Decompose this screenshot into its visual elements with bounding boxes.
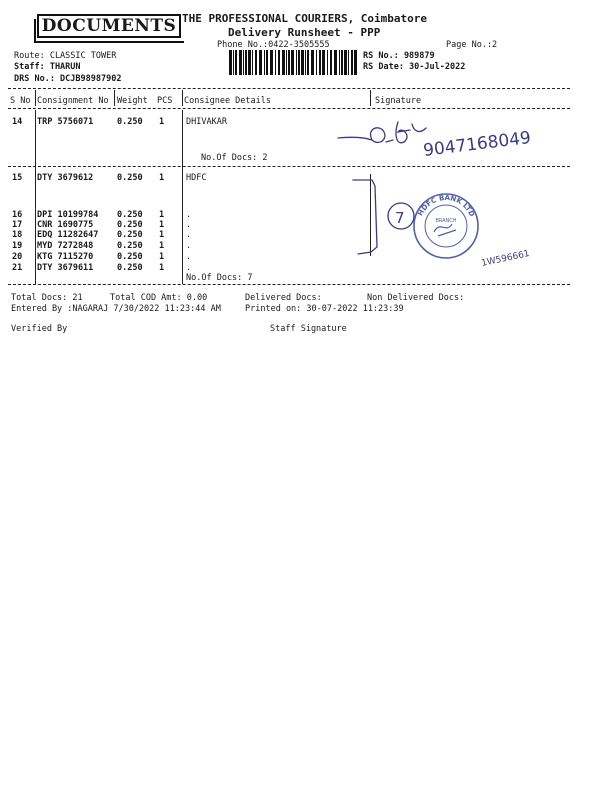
weight: 0.250: [117, 230, 143, 240]
weight: 0.250: [117, 117, 143, 127]
consignment-no: TRP 5756071: [37, 117, 94, 127]
pcs: 1: [159, 252, 165, 262]
weight: 0.250: [117, 220, 143, 230]
consignment-no: DTY 3679611: [37, 263, 94, 273]
col-header-weight: Weight: [117, 96, 148, 106]
phone-number: Phone No.:0422-3505555: [217, 40, 330, 50]
consignee: .: [186, 220, 192, 230]
consignee: .: [186, 210, 192, 220]
sno: 17: [12, 220, 23, 230]
staff-signature: Staff Signature: [270, 324, 347, 334]
consignment-no: DTY 3679612: [37, 173, 94, 183]
runsheet-title: Delivery Runsheet - PPP: [228, 26, 381, 39]
consignee: HDFC: [186, 173, 207, 183]
col-header-details: Consignee Details: [184, 96, 271, 106]
barcode: [229, 50, 357, 75]
table-bottom-rule: [8, 284, 570, 285]
svg-text:HDFC BANK LTD: HDFC BANK LTD: [416, 193, 476, 219]
sno: 19: [12, 241, 23, 251]
consignment-no: KTG 7115270: [37, 252, 94, 262]
weight: 0.250: [117, 210, 143, 220]
verified-by: Verified By: [11, 324, 68, 334]
pcs: 1: [159, 173, 165, 183]
col-header-sno: S No: [10, 96, 31, 106]
col-divider: [114, 90, 115, 106]
group-divider-rule: [8, 166, 570, 167]
weight: 0.250: [117, 252, 143, 262]
rs-date: RS Date: 30-Jul-2022: [363, 62, 466, 72]
bracket-stroke: [353, 180, 377, 254]
page-number: Page No.:2: [446, 40, 498, 50]
consignee: DHIVAKAR: [186, 117, 227, 127]
weight: 0.250: [117, 263, 143, 273]
circle-stroke: [388, 203, 414, 229]
delivered-docs: Delivered Docs:: [245, 293, 322, 303]
hdfc-bank-stamp: [414, 194, 478, 258]
handwritten-ref: 1W596661: [480, 248, 531, 269]
route: Route: CLASSIC TOWER: [14, 51, 117, 61]
sno: 16: [12, 210, 23, 220]
consignee: .: [186, 230, 192, 240]
sno: 15: [12, 173, 23, 183]
pcs: 1: [159, 210, 165, 220]
total-docs: Total Docs: 21: [11, 293, 83, 303]
col-divider: [182, 90, 183, 106]
table-top-rule: [8, 88, 570, 89]
rs-number: RS No.: 989879: [363, 51, 435, 61]
weight: 0.250: [117, 173, 143, 183]
sno: 18: [12, 230, 23, 240]
handwritten-phone: 9047168049: [422, 127, 532, 161]
col-divider: [370, 90, 371, 106]
pcs: 1: [159, 263, 165, 273]
header-bottom-rule: [8, 108, 570, 109]
svg-text:BRANCH: BRANCH: [435, 218, 457, 224]
signature-stroke: [338, 122, 426, 143]
consignee: .: [186, 252, 192, 262]
staff: Staff: THARUN: [14, 62, 81, 72]
weight: 0.250: [117, 241, 143, 251]
sno: 21: [12, 263, 23, 273]
documents-logo: DOCUMENTS: [37, 14, 181, 38]
consignment-no: DPI 10199784: [37, 210, 99, 220]
consignment-no: MYD 7272848: [37, 241, 94, 251]
col-header-consignment: Consignment No: [37, 96, 109, 106]
col-divider: [182, 110, 183, 284]
docs-count: No.Of Docs: 7: [186, 273, 253, 283]
drs-number: DRS No.: DCJB98987902: [14, 74, 122, 84]
sno: 20: [12, 252, 23, 262]
pcs: 1: [159, 220, 165, 230]
pcs: 1: [159, 117, 165, 127]
consignment-no: CNR 1690775: [37, 220, 94, 230]
sno: 14: [12, 117, 23, 127]
consignee: .: [186, 241, 192, 251]
company-name: THE PROFESSIONAL COURIERS, Coimbatore: [182, 12, 428, 25]
pcs: 1: [159, 230, 165, 240]
col-divider: [370, 174, 371, 256]
pcs: 1: [159, 241, 165, 251]
consignee: .: [186, 263, 192, 273]
entered-by: Entered By :NAGARAJ 7/30/2022 11:23:44 AM: [11, 304, 221, 314]
col-header-signature: Signature: [375, 96, 422, 106]
total-cod: Total COD Amt: 0.00: [110, 293, 208, 303]
col-header-pcs: PCS: [157, 96, 173, 106]
non-delivered-docs: Non Delivered Docs:: [367, 293, 465, 303]
docs-count: No.Of Docs: 2: [201, 153, 268, 163]
col-divider: [35, 90, 36, 106]
handwritten-count: 7: [395, 209, 405, 227]
consignment-no: EDQ 11282647: [37, 230, 99, 240]
printed-on: Printed on: 30-07-2022 11:23:39: [245, 304, 404, 314]
col-divider: [35, 110, 36, 284]
